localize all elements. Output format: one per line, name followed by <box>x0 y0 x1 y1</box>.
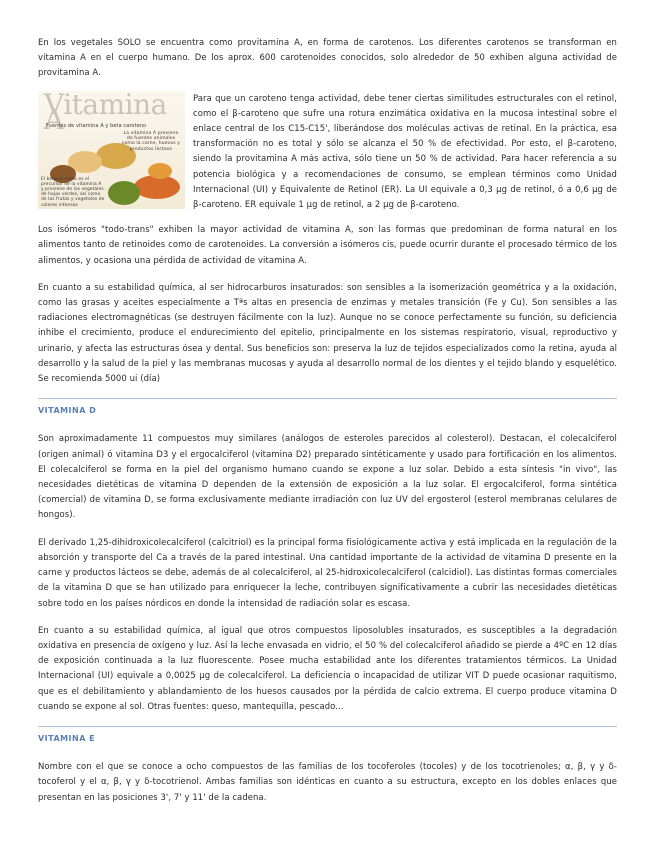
figure-caption-left: El betacaroteno es el precursor de la vitamina A y proviene de los vegetales de hojas verdes, así como de las frutas y vegetales de colores intensos <box>41 176 105 208</box>
vitamin-a-figure <box>38 91 185 209</box>
figure-title: Vitamina A <box>44 90 167 136</box>
section-heading-vitamin-d: VITAMINA D <box>38 398 617 421</box>
figure-block <box>38 91 617 213</box>
intro-paragraph: En los vegetales SOLO se encuentra como provitamina A, en forma de carotenos. Los diferentes carotenos se transforman en vitamina A en el cuerpo humano. De los aprox. 600 carotenoides conocidos, solo alrededor de 50 exhiben alguna actividad de provitamina A. <box>38 37 617 78</box>
document-page <box>38 35 617 805</box>
vitamin-d-paragraph-1: Son aproximadamente 11 compuestos muy similares (análogos de esteroles parecidos al colesterol). Destacan, el colecalciferol (origen animal) ó vitamina D3 y el ergocalciferol (vitamina D2) preparado sintéticamente y usado para fortificación en los alimentos. El colecalciferol se forma en la piel del organismo humano cuando se expone a luz solar. Debido a esta síntesis "in vivo", las necesidades dietéticas de vitamina D dependen de la extensión de exposición a la luz solar. El ergocalciferol, forma sintética (comercial) de vitamina D, se forma exclusivamente mediante irradiación con luz UV del ergosterol (esterol membranas celulares de hongos). <box>38 433 617 520</box>
figure-caption-right: La vitamina A proviene de fuentes animales como la carne, huevos y productos lácteos <box>121 130 181 152</box>
vitamin-e-paragraph-1: Nombre con el que se conoce a ocho compuestos de las familias de los tocoferoles (tocoles) y de los tocotrienoles; α, β, γ y δ-tocoferol y el α, β, γ y δ-tocotrienol. Ambas familias son idénticas en cuanto a su estructura, excepto en los dobles enlaces que presentan en las posiciones 3', 7' y 11' de la cadena. <box>38 761 617 802</box>
greens-shape <box>108 181 140 205</box>
section-heading-vitamin-e: VITAMINA E <box>38 726 617 749</box>
vitamin-d-paragraph-3: En cuanto a su estabilidad química, al igual que otros compuestos liposolubles insaturados, es susceptibles a la degradación oxidativa en presencia de oxígeno y luz. Así la leche envasada en vidrio, el 50 % del colecalciferol añadido se pierde a 4ºC en 12 días de exposición continuada a la luz fluorescente. Posee mucha estabilidad ante los diferentes tratamientos térmicos. La Unidad Internacional (UI) equivale a 0,0025 µg de colecalciferol. La deficiencia o incapacidad de utilizar VIT D puede ocasionar raquitismo, que es el debilitamiento y ablandamiento de los huesos causados por la pérdida de calcio extrema. El cuerpo produce vitamina D cuando se expone al sol. Otras fuentes: queso, mantequilla, pescado... <box>38 624 617 711</box>
isomers-paragraph: Los isómeros "todo-trans" exhiben la mayor actividad de vitamina A, son las formas que predominan de forma natural en los alimentos tanto de retinoides como de carotenoides. La conversión a isómeros cis, puede ocurrir durante el procesado térmico de los alimentos, y ocasiona una pérdida de actividad de vitamina A. <box>38 224 617 265</box>
stability-a-paragraph: En cuanto a su estabilidad química, al ser hidrocarburos insaturados: son sensibles a la isomerización geométrica y a la oxidación, como las grasas y aceites especialmente a Tªs altas en presencia de enzimas y metales transición (Fe y Cu). Son sensibles a las radiaciones electromagnéticas (se destruyen fácilmente con la luz). Aunque no se conoce perfectamente su función, su deficiencia inhibe el crecimiento, produce el endurecimiento del epitelio, principalmente en los sistemas respiratorio, visual, reproductivo y urinario, y afecta las estructuras ósea y dental. Sus beneficios son: preserva la luz de tejidos especializados como la retina, ayuda al desarrollo y la salud de la piel y las membranas mucosas y ayuda al desarrollo normal de los dientes y el tejido blando y esquelético. Se recomienda 5000 ui (día) <box>38 281 617 384</box>
figure-caption-top: Fuentes de vitamina A y beta caroteno <box>46 122 147 129</box>
fruit-shape <box>148 163 172 179</box>
paragraph-beside-figure: Para que un caroteno tenga actividad, debe tener ciertas similitudes estructurales con el retinol, como el β-caroteno que sufre una rotura enzimática oxidativa en la mucosa intestinal sobre el enlace central de los C15-C15', liberándose dos moléculas activas de retinal. En la práctica, esa transformación no es total y sólo se alcanza el 50 % de efectividad. Por esto, el β-caroteno, siendo la provitamina A más activa, sólo tiene un 50 % de actividad. Para hacer referencia a su potencia biológica y a recomendaciones de consumo, se emplean términos como Unidad Internacional (UI) y Equivalente de Retinol (ER). La UI equivale a 0,3 µg de retinol, ó a 0,6 µg de β-caroteno. ER equivale 1 µg de retinol, a 2 µg de β-caroteno. <box>193 92 617 210</box>
vitamin-d-paragraph-2: El derivado 1,25-dihidroxicolecalciferol (calcitriol) es la principal forma fisiológicamente activa y está implicada en la regulación de la absorción y transporte del Ca a través de la pared intestinal. Una cantidad importante de la actividad de vitamina D presente en la carne y productos lácteos se debe, además de al colecalciferol, al 25-hidroxicolecalciferol (calcidiol). Las distintas formas comerciales de la vitamina D que se han utilizado para enriquecer la leche, contribuyen significativamente a cubrir las necesidades dietéticas sobre todo en los países nórdicos en donde la intensidad de radiación solar es escasa. <box>38 536 617 608</box>
